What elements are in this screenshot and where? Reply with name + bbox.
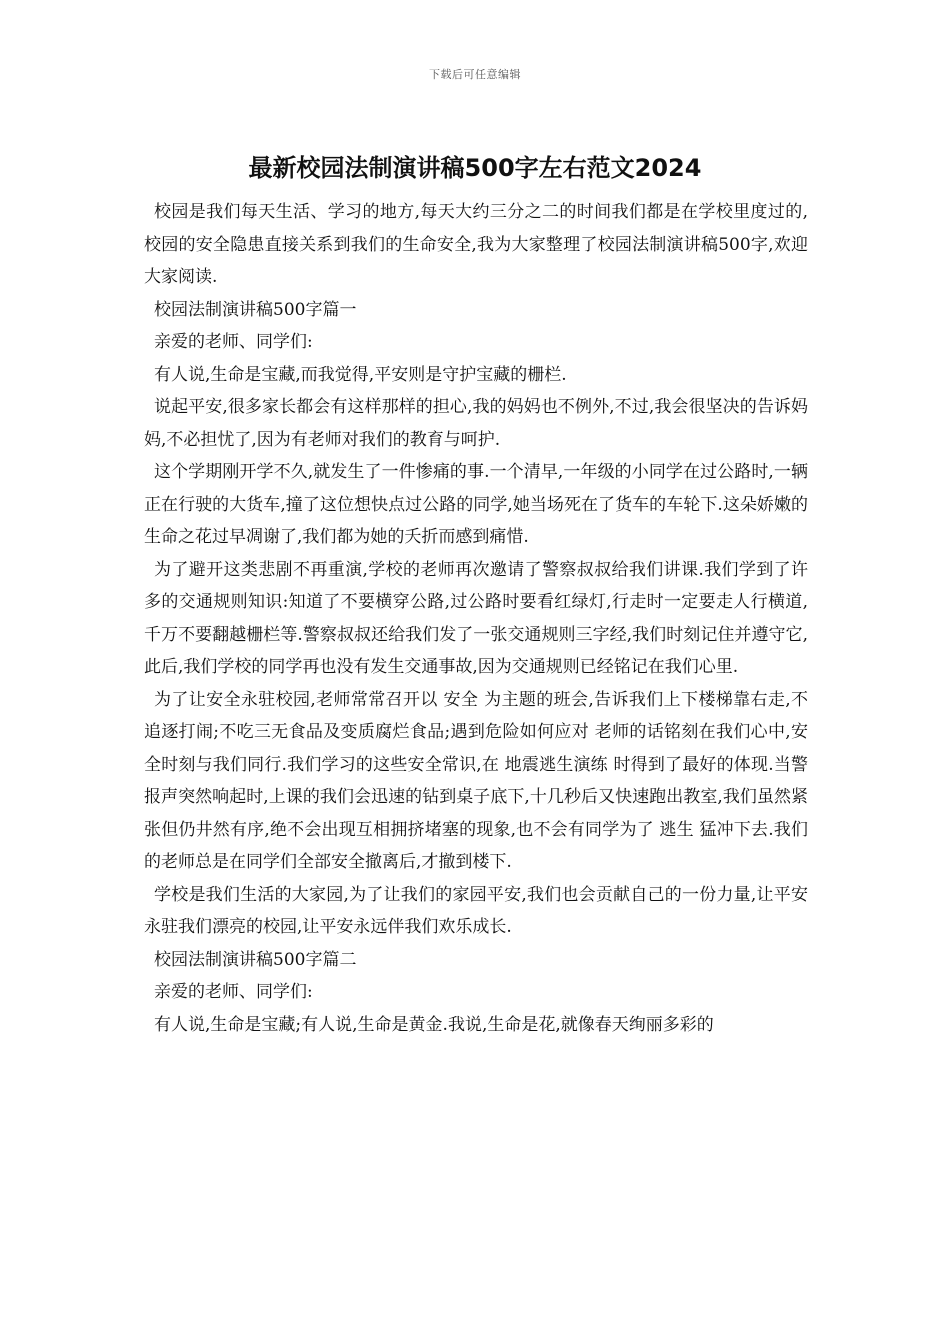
paragraph: 为了让安全永驻校园,老师常常召开以 安全 为主题的班会,告诉我们上下楼梯靠右走,不追逐打闹;不吃三无食品及变质腐烂食品;遇到危险如何应对 老师的话铭刻在我们心中,安全时刻与我们同行.我们学习的这些安全常识,在 地震逃生演练 时得到了最好的体现.当警报声突然响起时,上课的我们会迅速的钻到桌子底下,十几秒后又快速跑出教室,我们虽然紧张但仍井然有序,绝不会出现互相拥挤堵塞的现象,也不会有同学为了 逃生 猛冲下去.我们的老师总是在同学们全部安全撤离后,才撤到楼下.	[144, 689, 808, 872]
paragraph: 有人说,生命是宝藏;有人说,生命是黄金.我说,生命是花,就像春天绚丽多彩的	[154, 1014, 714, 1035]
paragraph: 学校是我们生活的大家园,为了让我们的家园平安,我们也会贡献自己的一份力量,让平安永驻我们漂亮的校园,让平安永远伴我们欢乐成长.	[144, 884, 808, 937]
salutation: 亲爱的老师、同学们:	[154, 982, 313, 1002]
section-heading-1: 校园法制演讲稿500字篇一	[154, 299, 357, 320]
paragraph-intro: 校园是我们每天生活、学习的地方,每天大约三分之二的时间我们都是在学校里度过的,校园的安全隐患直接关系到我们的生命安全,我为大家整理了校园法制演讲稿500字,欢迎大家阅读.	[144, 202, 808, 287]
paragraph: 有人说,生命是宝藏,而我觉得,平安则是守护宝藏的栅栏.	[154, 364, 567, 385]
paragraph: 这个学期刚开学不久,就发生了一件惨痛的事.一个清早,一年级的小同学在过公路时,一辆正在行驶的大货车,撞了这位想快点过公路的同学,她当场死在了货车的车轮下.这朵娇嫩的生命之花过早凋谢了,我们都为她的夭折而感到痛惜.	[144, 462, 808, 547]
paragraph: 说起平安,很多家长都会有这样那样的担心,我的妈妈也不例外,不过,我会很坚决的告诉妈妈,不必担忧了,因为有老师对我们的教育与呵护.	[144, 397, 808, 450]
salutation: 亲爱的老师、同学们:	[154, 332, 313, 352]
document-title: 最新校园法制演讲稿500字左右范文2024	[248, 154, 702, 182]
page-header-note: 下载后可任意编辑	[429, 68, 521, 81]
paragraph: 为了避开这类悲剧不再重演,学校的老师再次邀请了警察叔叔给我们讲课.我们学到了许多的交通规则知识:知道了不要横穿公路,过公路时要看红绿灯,行走时一定要走人行横道,千万不要翻越栅栏等.警察叔叔还给我们发了一张交通规则三字经,我们时刻记住并遵守它,此后,我们学校的同学再也没有发生交通事故,因为交通规则已经铭记在我们心里.	[144, 559, 808, 677]
section-heading-2: 校园法制演讲稿500字篇二	[154, 949, 357, 970]
document-body	[144, 196, 808, 1041]
